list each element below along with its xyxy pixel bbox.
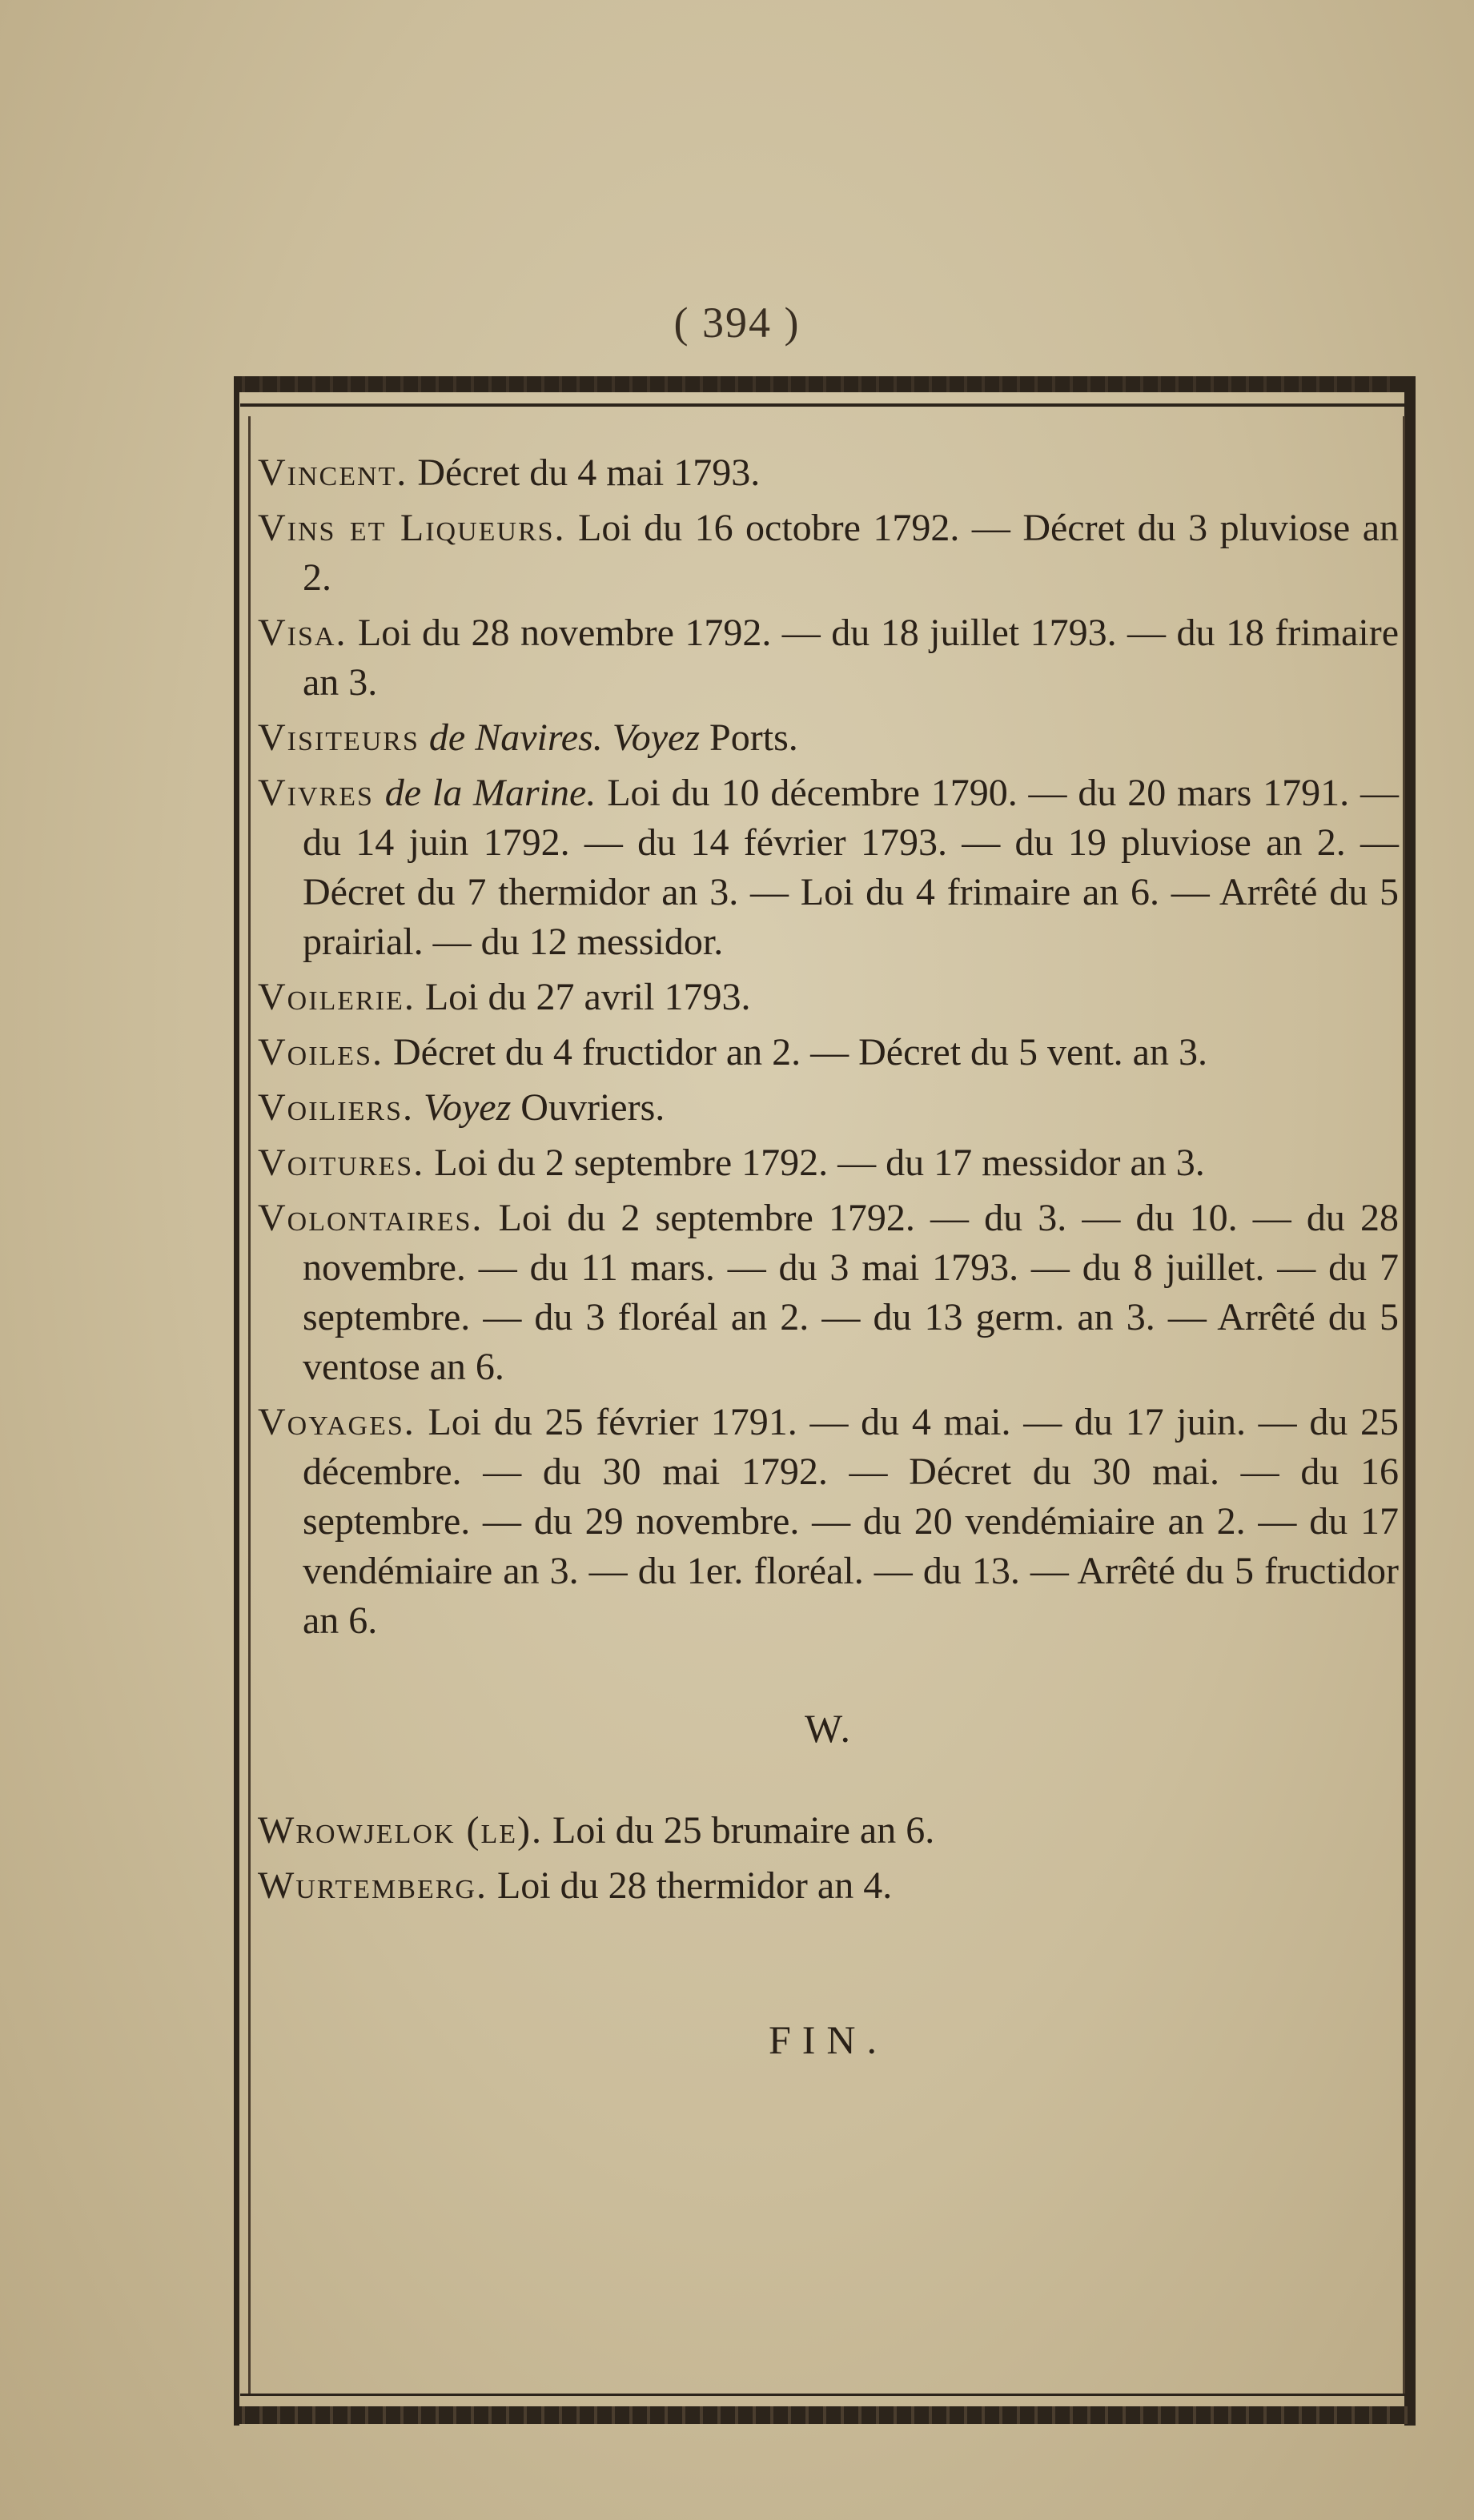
index-entry: Wrowjelok (le). Loi du 25 brumaire an 6. — [258, 1809, 935, 1852]
index-entry: Voiliers. Voyez Ouvriers. — [258, 1086, 665, 1129]
bottom-border-rule — [234, 2406, 1416, 2424]
section-letter: W. — [804, 1706, 853, 1751]
frame-inner-left-line — [248, 416, 251, 2394]
index-entry: Voiles. Décret du 4 fructidor an 2. — Décret du 5 vent. an 3. — [258, 1031, 1207, 1073]
index-entry: Vins et Liqueurs. Loi du 16 octobre 1792. — Décret du 3 pluviose an 2. — [258, 507, 1399, 599]
frame-inner-right-line — [1403, 416, 1405, 2394]
index-entry: Visa. Loi du 28 novembre 1792. — du 18 juillet 1793. — du 18 frimaire an 3. — [258, 612, 1399, 704]
index-entry: Vincent. Décret du 4 mai 1793. — [258, 451, 761, 494]
page-number: ( 394 ) — [673, 299, 801, 347]
index-entry: Wurtemberg. Loi du 28 thermidor an 4. — [258, 1864, 893, 1907]
index-entry: Voilerie. Loi du 27 avril 1793. — [258, 976, 751, 1018]
index-entry: Visiteurs de Navires. Voyez Ports. — [258, 716, 798, 759]
index-entry: Volontaires. Loi du 2 septembre 1792. — du 3. — du 10. — du 28 novembre. — du 11 mars. — du 3 mai 1793. — du 8 juillet. — du 7 septembre. — du 3 floréal an 2. — du 13 germ. an 3. — Arrêté du 5 ventose an 6. — [258, 1197, 1399, 1388]
index-entry: Vivres de la Marine. Loi du 10 décembre 1790. — du 20 mars 1791. — du 14 juin 1792. — du 14 février 1793. — du 19 pluviose an 2. — Décret du 7 thermidor an 3. — Loi du 4 frimaire an 6. — Arrêté du 5 prairial. — du 12 messidor. — [258, 772, 1400, 963]
index-entry: Voitures. Loi du 2 septembre 1792. — du 17 messidor an 3. — [258, 1142, 1205, 1184]
bottom-thin-rule — [240, 2394, 1408, 2396]
fin-marker: FIN. — [768, 2017, 889, 2062]
index-content — [258, 448, 1399, 2065]
index-entry: Voyages. Loi du 25 février 1791. — du 4 mai. — du 17 juin. — du 25 décembre. — du 30 mai 1792. — Décret du 30 mai. — du 16 septembre. — du 29 novembre. — du 20 vendémiaire an 2. — du 17 vendémiaire an 3. — du 1er. floréal. — du 13. — Arrêté du 5 fructidor an 6. — [258, 1401, 1399, 1642]
